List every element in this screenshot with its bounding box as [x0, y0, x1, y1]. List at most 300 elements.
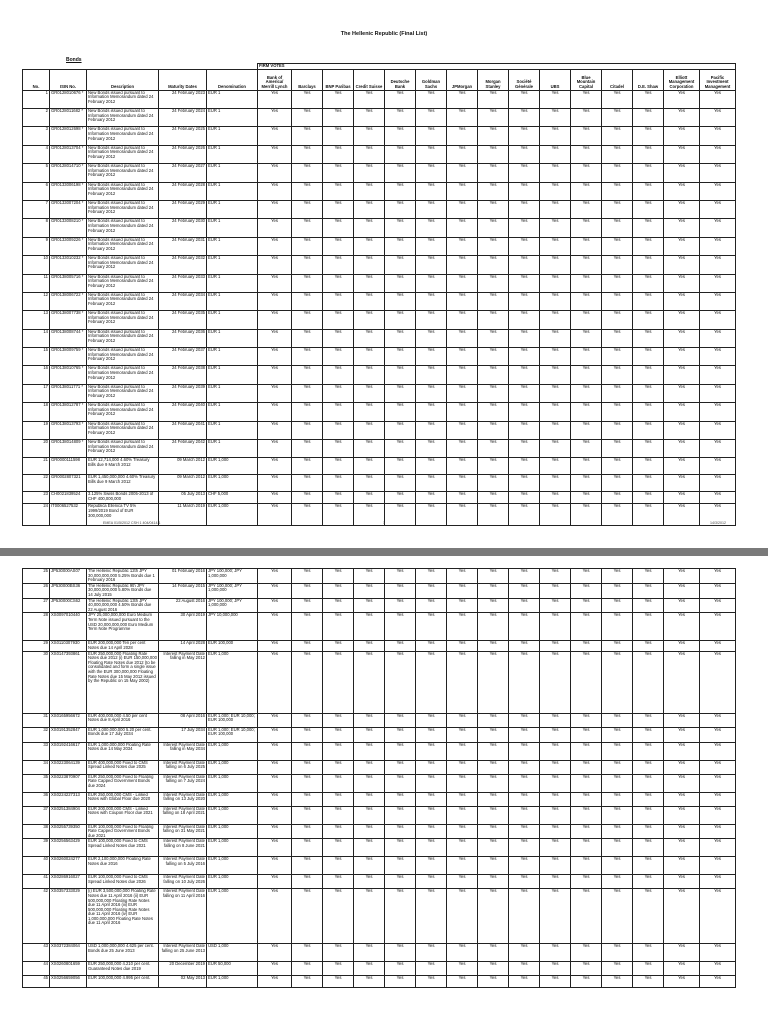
vote-cell: Yes	[385, 348, 416, 366]
vote-cell: Yes	[664, 569, 700, 584]
vote-cell: Yes	[292, 839, 323, 857]
vote-cell: Yes	[323, 806, 354, 824]
vote-cell: Yes	[633, 713, 664, 727]
table-row	[23, 311, 736, 329]
vote-cell: Yes	[447, 944, 478, 962]
vote-cell: Yes	[571, 857, 602, 875]
vote-cell: Yes	[354, 256, 385, 274]
vote-cell: Yes	[478, 164, 509, 182]
vote-cell: Yes	[292, 962, 323, 976]
vote-cell: Yes	[540, 274, 571, 292]
vote-cell: Yes	[385, 292, 416, 310]
vote-cell: Yes	[258, 200, 292, 218]
vote-cell: Yes	[354, 237, 385, 255]
vote-cell: Yes	[633, 641, 664, 651]
vote-cell: Yes	[323, 164, 354, 182]
table-row	[23, 458, 736, 475]
vote-cell: Yes	[385, 458, 416, 475]
vote-cell: Yes	[602, 824, 633, 839]
description-cell: EUR 1,000,000,000 5.20 per cent. Bonds due 17 July 2034	[87, 727, 159, 742]
vote-cell: Yes	[478, 127, 509, 145]
isin-cell: CH0021839524	[50, 492, 87, 504]
isin-cell: XS0224227313	[50, 792, 87, 806]
vote-cell: Yes	[700, 274, 736, 292]
vote-cell: Yes	[540, 200, 571, 218]
vote-cell: Yes	[258, 583, 292, 598]
row-number: 18	[23, 403, 50, 421]
vote-cell: Yes	[385, 774, 416, 792]
vote-cell: Yes	[292, 875, 323, 889]
col-header-description: Description	[87, 69, 159, 90]
vote-cell: Yes	[571, 311, 602, 329]
vote-cell: Yes	[385, 127, 416, 145]
description-cell: New Bonds issued pursuant to Information Memorandum dated 24 February 2012	[87, 403, 159, 421]
vote-cell: Yes	[633, 403, 664, 421]
vote-cell: Yes	[385, 742, 416, 760]
vote-cell: Yes	[354, 806, 385, 824]
vote-cell: Yes	[700, 760, 736, 774]
vote-cell: Yes	[602, 256, 633, 274]
vote-cell: Yes	[385, 792, 416, 806]
isin-cell: GR0138014809 *	[50, 440, 87, 458]
vote-cell: Yes	[571, 792, 602, 806]
denomination-cell: EUR 1	[207, 311, 258, 329]
maturity-cell: Interest Payment Date falling on 18 April 2021	[159, 806, 207, 824]
vote-cell: Yes	[478, 421, 509, 439]
vote-cell: Yes	[385, 613, 416, 641]
vote-cell: Yes	[258, 219, 292, 237]
vote-cell: Yes	[602, 421, 633, 439]
vote-cell: Yes	[664, 492, 700, 504]
table-row	[23, 329, 736, 347]
row-number: 20	[23, 440, 50, 458]
vote-cell: Yes	[292, 292, 323, 310]
vote-cell: Yes	[385, 237, 416, 255]
isin-cell: GR0002807321	[50, 475, 87, 492]
description-cell: EUR 100,000,000 Fixed to Floating Rate Capped Government Bonds due 2021	[87, 824, 159, 839]
vote-cell: Yes	[700, 583, 736, 598]
vote-cell: Yes	[385, 569, 416, 584]
vote-cell: Yes	[323, 583, 354, 598]
vote-cell: Yes	[509, 492, 540, 504]
vote-cell: Yes	[540, 458, 571, 475]
vote-cell: Yes	[664, 384, 700, 402]
vote-cell: Yes	[664, 403, 700, 421]
vote-cell: Yes	[540, 944, 571, 962]
table-row	[23, 857, 736, 875]
vote-cell: Yes	[416, 237, 447, 255]
vote-cell: Yes	[571, 164, 602, 182]
vote-cell: Yes	[571, 875, 602, 889]
row-number: 33	[23, 742, 50, 760]
vote-cell: Yes	[633, 792, 664, 806]
table-row	[23, 90, 736, 108]
table-row	[23, 108, 736, 126]
vote-cell: Yes	[540, 164, 571, 182]
vote-cell: Yes	[354, 641, 385, 651]
vote-cell: Yes	[602, 403, 633, 421]
vote-cell: Yes	[354, 760, 385, 774]
denomination-cell: EUR 1,000	[207, 651, 258, 713]
isin-cell: XS0097010440	[50, 613, 87, 641]
vote-cell: Yes	[416, 127, 447, 145]
vote-cell: Yes	[700, 329, 736, 347]
vote-cell: Yes	[540, 839, 571, 857]
vote-cell: Yes	[354, 875, 385, 889]
maturity-cell: 22 August 2016	[159, 598, 207, 613]
vote-cell: Yes	[354, 200, 385, 218]
vote-cell: Yes	[509, 760, 540, 774]
vote-cell: Yes	[416, 421, 447, 439]
maturity-cell: Interest Payment Date falling on 13 July 2020	[159, 792, 207, 806]
vote-cell: Yes	[323, 760, 354, 774]
isin-cell: GR0138012787 *	[50, 403, 87, 421]
denomination-cell: USD 1,000	[207, 944, 258, 962]
maturity-cell: Interest Payment Date falling in May 2012	[159, 651, 207, 713]
vote-cell: Yes	[602, 292, 633, 310]
col-header-no: No.	[23, 69, 50, 90]
vote-cell: Yes	[602, 839, 633, 857]
description-cell: The Hellenic Republic 9th JPY 30,000,000,000 5.80% Bonds due 14 July 2015	[87, 583, 159, 598]
description-cell: New Bonds issued pursuant to Information Memorandum dated 24 February 2012	[87, 164, 159, 182]
vote-cell: Yes	[633, 329, 664, 347]
maturity-cell: 24 February 2027	[159, 164, 207, 182]
vote-cell: Yes	[602, 727, 633, 742]
table-row	[23, 274, 736, 292]
vote-cell: Yes	[292, 237, 323, 255]
vote-cell: Yes	[323, 774, 354, 792]
vote-cell: Yes	[354, 384, 385, 402]
isin-cell: XS0372384064	[50, 944, 87, 962]
maturity-cell: 11 March 2019	[159, 504, 207, 526]
vote-cell: Yes	[323, 384, 354, 402]
vote-cell: Yes	[258, 274, 292, 292]
vote-cell: Yes	[447, 311, 478, 329]
vote-cell: Yes	[571, 237, 602, 255]
isin-cell: GR0138005716 *	[50, 274, 87, 292]
vote-cell: Yes	[700, 458, 736, 475]
denomination-cell: EUR 1,000	[207, 875, 258, 889]
isin-cell: GR0133007204 *	[50, 200, 87, 218]
col-header-firm: BNP Paribas	[323, 69, 354, 90]
vote-cell: Yes	[602, 774, 633, 792]
vote-cell: Yes	[664, 274, 700, 292]
vote-cell: Yes	[540, 806, 571, 824]
vote-cell: Yes	[664, 651, 700, 713]
vote-cell: Yes	[478, 875, 509, 889]
vote-cell: Yes	[385, 256, 416, 274]
description-cell: EUR 1,450,000,000 4.60% Treasury Bills due 9 March 2012	[87, 475, 159, 492]
vote-cell: Yes	[416, 742, 447, 760]
vote-cell: Yes	[258, 237, 292, 255]
denomination-cell: EUR 1,000	[207, 839, 258, 857]
vote-cell: Yes	[540, 713, 571, 727]
maturity-cell: 24 February 2024	[159, 108, 207, 126]
vote-cell: Yes	[478, 742, 509, 760]
vote-cell: Yes	[633, 742, 664, 760]
maturity-cell: 24 February 2031	[159, 237, 207, 255]
vote-cell: Yes	[416, 875, 447, 889]
vote-cell: Yes	[258, 889, 292, 944]
vote-cell: Yes	[258, 569, 292, 584]
vote-cell: Yes	[571, 366, 602, 384]
vote-cell: Yes	[602, 889, 633, 944]
vote-cell: Yes	[509, 237, 540, 255]
vote-cell: Yes	[323, 598, 354, 613]
vote-cell: Yes	[700, 806, 736, 824]
vote-cell: Yes	[292, 583, 323, 598]
vote-cell: Yes	[509, 792, 540, 806]
vote-cell: Yes	[385, 857, 416, 875]
vote-cell: Yes	[258, 475, 292, 492]
maturity-cell: Interest Payment Date falling on 6 July 2025	[159, 760, 207, 774]
col-header-firm: Deutsche Bank	[385, 69, 416, 90]
maturity-cell: 30 April 2019	[159, 613, 207, 641]
vote-cell: Yes	[633, 274, 664, 292]
vote-cell: Yes	[540, 492, 571, 504]
vote-cell: Yes	[700, 774, 736, 792]
isin-cell: GR0128013704 *	[50, 145, 87, 163]
vote-cell: Yes	[385, 962, 416, 976]
row-number: 6	[23, 182, 50, 200]
vote-cell: Yes	[540, 292, 571, 310]
firm-votes-header: FIRM VOTES	[258, 64, 736, 70]
isin-cell: GR0128010676 *	[50, 90, 87, 108]
vote-cell: Yes	[664, 641, 700, 651]
vote-cell: Yes	[509, 145, 540, 163]
isin-cell: GR0138009759 *	[50, 348, 87, 366]
denomination-cell: EUR 1,000	[207, 475, 258, 492]
maturity-cell: 24 February 2028	[159, 182, 207, 200]
vote-cell: Yes	[354, 742, 385, 760]
vote-cell: Yes	[571, 962, 602, 976]
maturity-cell: Interest Payment Date falling on 11 April 2016	[159, 889, 207, 944]
denomination-cell: EUR 1,000; EUR 10,000; EUR 100,000	[207, 713, 258, 727]
vote-cell: Yes	[447, 274, 478, 292]
vote-cell: Yes	[323, 889, 354, 944]
vote-cell: Yes	[416, 944, 447, 962]
col-header-firm: Société Générale	[509, 69, 540, 90]
vote-cell: Yes	[385, 839, 416, 857]
vote-cell: Yes	[354, 774, 385, 792]
description-cell: 3.125% Swiss Bonds 2005-2013 of CHF 400,000,000	[87, 492, 159, 504]
header-row	[23, 69, 736, 90]
vote-cell: Yes	[354, 90, 385, 108]
vote-cell: Yes	[478, 598, 509, 613]
vote-cell: Yes	[354, 713, 385, 727]
vote-cell: Yes	[447, 145, 478, 163]
vote-cell: Yes	[478, 774, 509, 792]
vote-cell: Yes	[385, 274, 416, 292]
denomination-cell: EUR 1	[207, 200, 258, 218]
vote-cell: Yes	[385, 875, 416, 889]
vote-cell: Yes	[664, 598, 700, 613]
denomination-cell: EUR 1,000	[207, 792, 258, 806]
vote-cell: Yes	[258, 108, 292, 126]
col-header-firm: Goldman Sachs	[416, 69, 447, 90]
vote-cell: Yes	[700, 440, 736, 458]
vote-cell: Yes	[385, 583, 416, 598]
vote-cell: Yes	[700, 164, 736, 182]
vote-cell: Yes	[354, 127, 385, 145]
vote-cell: Yes	[258, 311, 292, 329]
vote-cell: Yes	[540, 384, 571, 402]
vote-cell: Yes	[258, 504, 292, 526]
vote-cell: Yes	[385, 108, 416, 126]
vote-cell: Yes	[323, 976, 354, 988]
vote-cell: Yes	[416, 976, 447, 988]
vote-cell: Yes	[700, 613, 736, 641]
table-row	[23, 182, 736, 200]
table-row	[23, 403, 736, 421]
vote-cell: Yes	[385, 384, 416, 402]
vote-cell: Yes	[664, 421, 700, 439]
vote-cell: Yes	[602, 875, 633, 889]
vote-cell: Yes	[664, 760, 700, 774]
vote-cell: Yes	[385, 944, 416, 962]
denomination-cell: EUR 1,000	[207, 760, 258, 774]
document-title: The Hellenic Republic (Final List)	[340, 31, 428, 37]
vote-cell: Yes	[478, 274, 509, 292]
description-cell: The Hellenic Republic 13th JPY 40,000,000,000 4.50% Bonds due 22 August 2016	[87, 598, 159, 613]
vote-cell: Yes	[700, 944, 736, 962]
vote-cell: Yes	[602, 90, 633, 108]
vote-cell: Yes	[416, 384, 447, 402]
maturity-cell: 08 April 2016	[159, 713, 207, 727]
col-header-isin: ISIN No.	[50, 69, 87, 90]
vote-cell: Yes	[354, 164, 385, 182]
vote-cell: Yes	[447, 421, 478, 439]
footer-date: 14/3/2012	[710, 521, 726, 525]
vote-cell: Yes	[602, 127, 633, 145]
isin-cell: XS0256659056	[50, 976, 87, 988]
vote-cell: Yes	[478, 824, 509, 839]
vote-cell: Yes	[571, 839, 602, 857]
vote-cell: Yes	[633, 256, 664, 274]
vote-cell: Yes	[416, 774, 447, 792]
vote-cell: Yes	[416, 458, 447, 475]
isin-cell: XS0251384904	[50, 806, 87, 824]
table-row	[23, 742, 736, 760]
vote-cell: Yes	[540, 145, 571, 163]
vote-cell: Yes	[354, 504, 385, 526]
denomination-cell: EUR 1,000	[207, 458, 258, 475]
description-cell: New Bonds issued pursuant to Information Memorandum dated 24 February 2012	[87, 108, 159, 126]
vote-cell: Yes	[700, 713, 736, 727]
vote-cell: Yes	[292, 182, 323, 200]
vote-cell: Yes	[700, 145, 736, 163]
vote-cell: Yes	[385, 976, 416, 988]
description-cell: Republica Ellenica TV 5% 1999/2019 Bond of EUR 300,000,000	[87, 504, 159, 526]
vote-cell: Yes	[385, 421, 416, 439]
vote-cell: Yes	[571, 727, 602, 742]
vote-cell: Yes	[700, 200, 736, 218]
vote-cell: Yes	[540, 742, 571, 760]
row-number: 32	[23, 727, 50, 742]
vote-cell: Yes	[416, 641, 447, 651]
row-number: 34	[23, 760, 50, 774]
isin-cell: XS0192416617	[50, 742, 87, 760]
vote-cell: Yes	[700, 182, 736, 200]
vote-cell: Yes	[509, 200, 540, 218]
vote-cell: Yes	[664, 458, 700, 475]
vote-cell: Yes	[540, 727, 571, 742]
table-row	[23, 889, 736, 944]
vote-cell: Yes	[292, 774, 323, 792]
vote-cell: Yes	[571, 944, 602, 962]
vote-cell: Yes	[258, 806, 292, 824]
vote-cell: Yes	[416, 760, 447, 774]
vote-cell: Yes	[700, 366, 736, 384]
vote-cell: Yes	[478, 713, 509, 727]
maturity-cell: 24 February 2039	[159, 384, 207, 402]
vote-cell: Yes	[478, 569, 509, 584]
vote-cell: Yes	[416, 440, 447, 458]
table-row	[23, 475, 736, 492]
vote-cell: Yes	[354, 348, 385, 366]
vote-cell: Yes	[478, 292, 509, 310]
vote-cell: Yes	[292, 458, 323, 475]
vote-cell: Yes	[509, 641, 540, 651]
vote-cell: Yes	[509, 962, 540, 976]
vote-cell: Yes	[664, 329, 700, 347]
table-row	[23, 200, 736, 218]
row-number: 15	[23, 348, 50, 366]
table-row	[23, 384, 736, 402]
denomination-cell: EUR 1	[207, 127, 258, 145]
col-header-firm: Bank of America/ Merrill Lynch	[258, 69, 292, 90]
vote-cell: Yes	[509, 90, 540, 108]
vote-cell: Yes	[447, 182, 478, 200]
vote-cell: Yes	[509, 598, 540, 613]
vote-cell: Yes	[447, 384, 478, 402]
vote-cell: Yes	[540, 219, 571, 237]
vote-cell: Yes	[633, 583, 664, 598]
denomination-cell: EUR 1	[207, 237, 258, 255]
vote-cell: Yes	[664, 839, 700, 857]
vote-cell: Yes	[354, 403, 385, 421]
vote-cell: Yes	[478, 311, 509, 329]
vote-cell: Yes	[323, 127, 354, 145]
vote-cell: Yes	[700, 108, 736, 126]
vote-cell: Yes	[633, 492, 664, 504]
vote-cell: Yes	[354, 727, 385, 742]
vote-cell: Yes	[292, 742, 323, 760]
vote-cell: Yes	[571, 219, 602, 237]
vote-cell: Yes	[292, 641, 323, 651]
row-number: 29	[23, 641, 50, 651]
vote-cell: Yes	[700, 237, 736, 255]
vote-cell: Yes	[292, 727, 323, 742]
denomination-cell: EUR 1	[207, 164, 258, 182]
row-number: 11	[23, 274, 50, 292]
vote-cell: Yes	[292, 760, 323, 774]
vote-cell: Yes	[571, 292, 602, 310]
table-row	[23, 569, 736, 584]
vote-cell: Yes	[571, 806, 602, 824]
row-number: 28	[23, 613, 50, 641]
vote-cell: Yes	[447, 492, 478, 504]
isin-cell: XS0191352847	[50, 727, 87, 742]
isin-cell: XS0256563429	[50, 839, 87, 857]
denomination-cell: EUR 1	[207, 182, 258, 200]
vote-cell: Yes	[664, 237, 700, 255]
vote-cell: Yes	[292, 598, 323, 613]
vote-cell: Yes	[633, 760, 664, 774]
denomination-cell: JPY 10,000,000	[207, 613, 258, 641]
vote-cell: Yes	[540, 875, 571, 889]
vote-cell: Yes	[292, 440, 323, 458]
